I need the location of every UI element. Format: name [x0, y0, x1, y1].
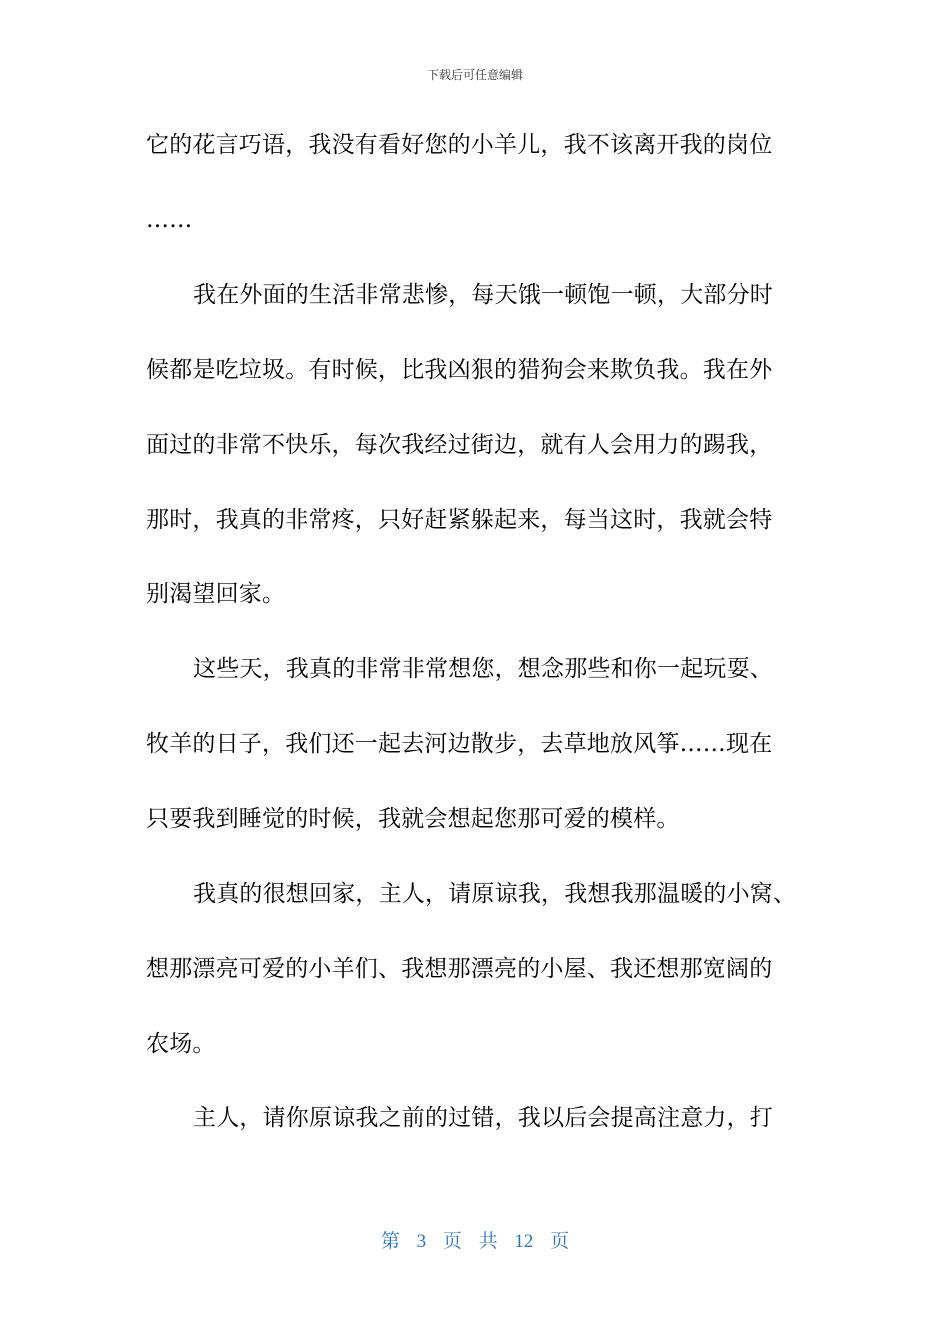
body-line-7: 别渴望回家。 — [146, 581, 286, 607]
page-header: 下载后可任意编辑 — [426, 68, 523, 82]
footer-page-word: 页 — [442, 1231, 462, 1252]
body-line-9: 牧羊的日子，我们还一起去河边散步，去草地放风筝……现在 — [146, 731, 773, 757]
body-line-2: …… — [146, 207, 193, 233]
body-line-13: 农场。 — [146, 1031, 216, 1057]
body-line-6: 那时，我真的非常疼，只好赶紧躲起来，每当这时，我就会特 — [146, 507, 773, 533]
footer-total-pages: 12 — [514, 1231, 534, 1252]
body-line-3: 我在外面的生活非常悲惨，每天饿一顿饱一顿，大部分时 — [193, 282, 773, 308]
footer-suffix: 页 — [550, 1231, 570, 1252]
page-footer — [0, 1226, 950, 1253]
body-line-5: 面过的非常不快乐，每次我经过街边，就有人会用力的踢我， — [146, 432, 773, 458]
body-line-11: 我真的很想回家，主人，请原谅我，我想我那温暖的小窝、 — [193, 881, 797, 907]
footer-total-prefix: 共 — [478, 1231, 498, 1252]
body-line-12: 想那漂亮可爱的小羊们、我想那漂亮的小屋、我还想那宽阔的 — [146, 956, 773, 982]
body-line-14: 主人，请你原谅我之前的过错，我以后会提高注意力，打 — [193, 1105, 773, 1131]
footer-prefix: 第 — [380, 1231, 400, 1252]
body-line-4: 候都是吃垃圾。有时候，比我凶狠的猎狗会来欺负我。我在外 — [146, 357, 773, 383]
body-line-10: 只要我到睡觉的时候，我就会想起您那可爱的模样。 — [146, 806, 680, 832]
body-line-8: 这些天，我真的非常非常想您，想念那些和你一起玩耍、 — [193, 656, 773, 682]
footer-page-number: 3 — [416, 1231, 427, 1252]
body-line-1: 它的花言巧语，我没有看好您的小羊儿，我不该离开我的岗位 — [146, 132, 773, 158]
